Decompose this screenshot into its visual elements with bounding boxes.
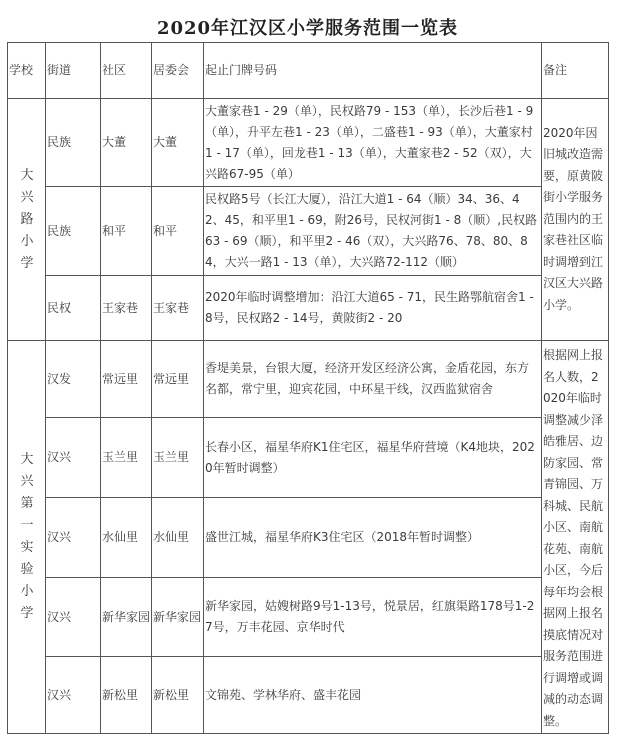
- remarks-cell: 根据网上报名人数，2020年临时调整减少泽皓雅居、边防家园、常青锦园、万科城、民航小区、南航花苑、南航小区，今后每年均会根据网上报名摸底情况对服务范围进行调增或调减的动态调整。: [542, 341, 609, 734]
- address-cell: 新华家园，姑嫂树路9号1-13号，悦景居，红旗渠路178号1-27号，万丰花园、京华时代: [204, 578, 542, 657]
- address-cell: 文锦苑、学林华府、盛丰花园: [204, 657, 542, 734]
- community-cell: 水仙里: [101, 498, 152, 578]
- street-cell: 汉兴: [46, 578, 101, 657]
- table-row: [8, 99, 609, 187]
- committee-cell: 水仙里: [152, 498, 204, 578]
- address-cell: 盛世江城，福星华府K3住宅区（2018年暂时调整）: [204, 498, 542, 578]
- header-committee: 居委会: [152, 43, 204, 99]
- street-cell: 汉发: [46, 341, 101, 418]
- committee-cell: 新松里: [152, 657, 204, 734]
- table-row: [8, 187, 609, 276]
- street-cell: 民族: [46, 99, 101, 187]
- table-header-row: [8, 43, 609, 99]
- header-community: 社区: [101, 43, 152, 99]
- street-cell: 民族: [46, 187, 101, 276]
- table-row: [8, 341, 609, 418]
- address-cell: 长春小区，福星华府K1住宅区，福星华府营境（K4地块，2020年暂时调整）: [204, 418, 542, 498]
- header-address-range: 起止门牌号码: [204, 43, 542, 99]
- table-row: [8, 418, 609, 498]
- committee-cell: 王家巷: [152, 276, 204, 341]
- remarks-cell: 2020年因旧城改造需要，原黄陂街小学服务范围内的王家巷社区临时调增到江汉区大兴路小学。: [542, 99, 609, 341]
- header-street: 街道: [46, 43, 101, 99]
- address-cell: 民权路5号（长江大厦），沿江大道1 - 64（顺）34、36、42、45，和平里1 - 69，附26号，民权河街1 - 8（顺）,民权路63 - 69（顺），和平里2 - 46（双），大兴路76、78、80、84，大兴一路1 - 13（单），大兴路72-112（顺）: [204, 187, 542, 276]
- table-row: [8, 276, 609, 341]
- committee-cell: 大董: [152, 99, 204, 187]
- school-cell: [8, 341, 46, 734]
- street-cell: 汉兴: [46, 418, 101, 498]
- community-cell: 玉兰里: [101, 418, 152, 498]
- street-cell: 汉兴: [46, 657, 101, 734]
- community-cell: 常远里: [101, 341, 152, 418]
- table-row: [8, 578, 609, 657]
- header-school: 学校: [8, 43, 46, 99]
- community-cell: 新华家园: [101, 578, 152, 657]
- school-name: 大兴第一实验小学: [20, 452, 34, 621]
- table-row: [8, 498, 609, 578]
- committee-cell: 和平: [152, 187, 204, 276]
- street-cell: 民权: [46, 276, 101, 341]
- committee-cell: 玉兰里: [152, 418, 204, 498]
- community-cell: 新松里: [101, 657, 152, 734]
- committee-cell: 常远里: [152, 341, 204, 418]
- community-cell: 和平: [101, 187, 152, 276]
- address-cell: 大董家巷1 - 29（单），民权路79 - 153（单），长沙后巷1 - 9（单），升平左巷1 - 23（单），二盛巷1 - 93（单），大董家村1 - 17（单），回龙巷1 - 13（单），大董家巷2 - 52（双），大兴路67-95（单）: [204, 99, 542, 187]
- school-cell: [8, 99, 46, 341]
- community-cell: 大董: [101, 99, 152, 187]
- address-cell: 2020年临时调整增加：沿江大道65 - 71，民生路鄂航宿舍1 - 8号，民权路2 - 14号，黄陂街2 - 20: [204, 276, 542, 341]
- header-remarks: 备注: [542, 43, 609, 99]
- school-service-range-table: [7, 42, 609, 734]
- community-cell: 王家巷: [101, 276, 152, 341]
- document-title: 2020年江汉区小学服务范围一览表: [156, 18, 459, 39]
- street-cell: 汉兴: [46, 498, 101, 578]
- table-row: [8, 657, 609, 734]
- address-cell: 香堤美景，台银大厦，经济开发区经济公寓，金盾花园，东方名都，常宁里，迎宾花园，中环星干线，汉西监狱宿舍: [204, 341, 542, 418]
- committee-cell: 新华家园: [152, 578, 204, 657]
- school-name: 大兴路小学: [20, 167, 34, 271]
